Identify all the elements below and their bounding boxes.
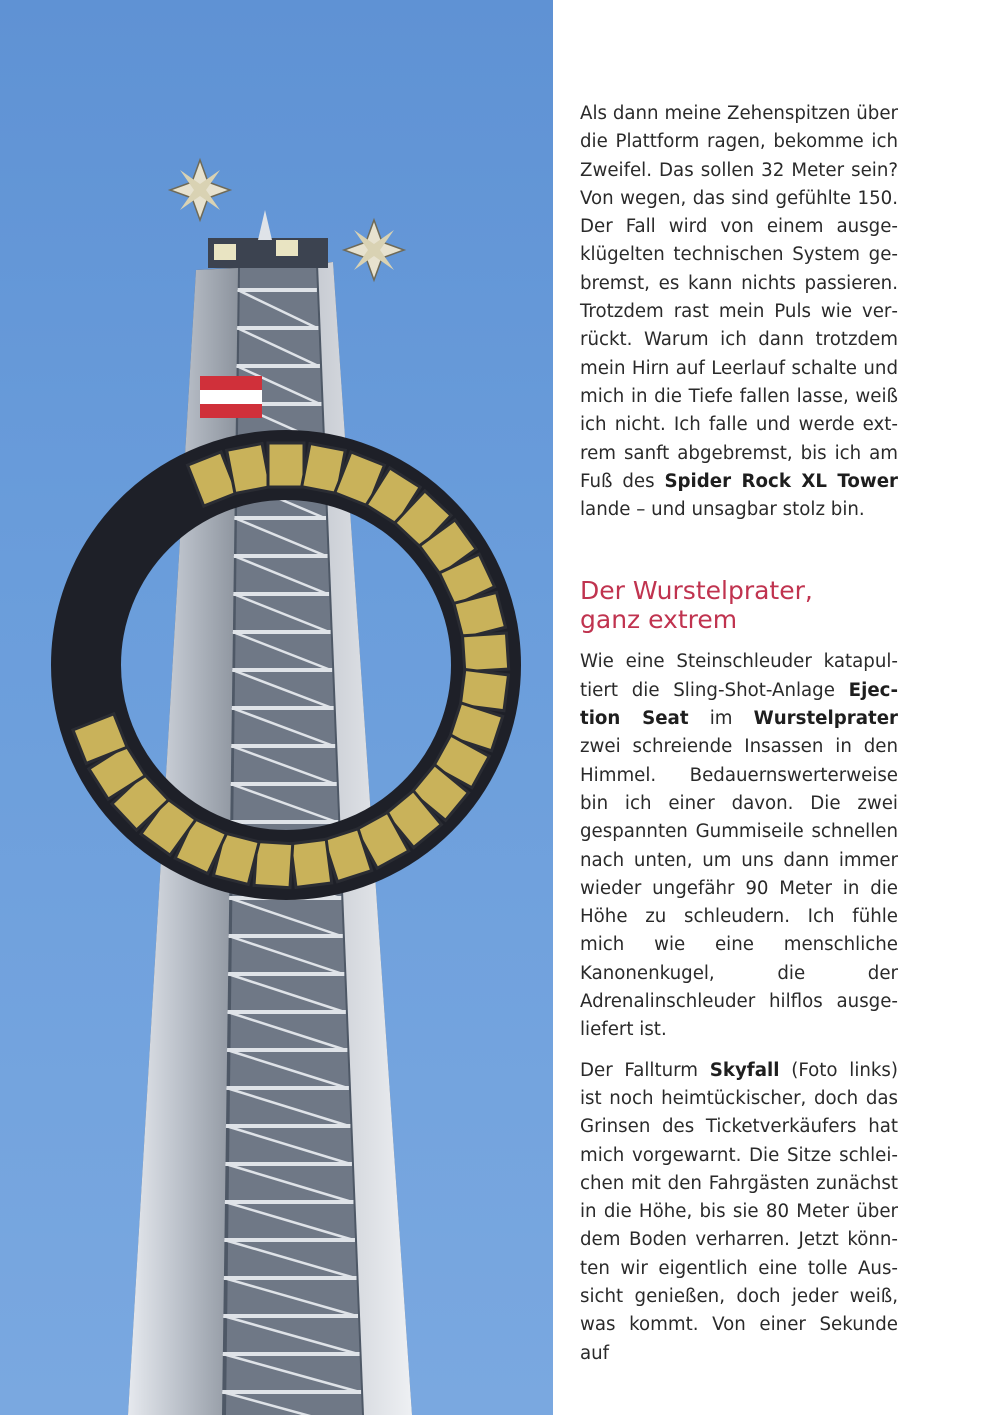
gondola-seat <box>254 842 293 888</box>
tower-top-lamp <box>276 240 298 256</box>
tower-top-lamp <box>214 244 236 260</box>
gondola-seat <box>290 839 331 887</box>
star-decoration-icon <box>170 160 230 220</box>
text-run: Wie eine Steinschleuder katapultiert die Sling-Shot-Anlage <box>580 651 898 701</box>
star-decoration-icon <box>344 220 404 280</box>
paragraph-skyfall <box>580 1057 898 1368</box>
bold-ride-name: Skyfall <box>709 1059 780 1081</box>
article-column <box>580 100 898 1368</box>
text-run: lande – und unsagbar stolz bin. <box>580 499 865 521</box>
text-run: zwei schreiende Insassen in den Himmel. Bedauernswerterweise bin ich einer davon. Die zwei gespannten Gummiseile schnellen nach unten, um uns dann immer wieder ungefähr 90 Meter in die Höhe zu schleudern. Ich fühle mich wie eine menschliche Kanonenkugel, die der Adrenalinschleuder hilflos ausgeliefert ist. <box>580 736 898 1041</box>
bold-place-name: Wurstelprater <box>753 708 898 730</box>
text-run: Der Fallturm <box>580 1059 710 1081</box>
section-heading <box>580 576 898 634</box>
paragraph-intro <box>580 100 898 524</box>
heading-line: ganz extrem <box>580 605 738 635</box>
text-run: im <box>688 708 754 730</box>
text-run: (Foto links) ist noch heimtückischer, doch das Grinsen des Ticketverkäufers hat mich vorgewarnt. Die Sitze schleichen mit den Fahrgästen zunächst in die Höhe, bis sie 80 Meter über dem Boden verharren. Jetzt könnten wir eigentlich eine tolle Aussicht genießen, doch jeder weiß, was kommt. Von einer Sekunde auf <box>580 1059 898 1364</box>
tower-spire <box>258 210 272 240</box>
austria-flag <box>200 376 262 390</box>
gondola-seat <box>463 633 509 672</box>
text-run: Als dann meine Zehenspitzen über die Plattform ragen, bekomme ich Zweifel. Das sollen 32 Meter sein? Von wegen, das sind gefühlte 150. Der Fall wird von einem ausgeklügelten technischen System gebremst, es kann nichts passieren. Trotzdem rast mein Puls wie verrückt. Warum ich dann trotzdem mein Hirn auf Leerlauf schalte und mich in die Tiefe fallen lasse, weiß ich nicht. Ich falle und werde extrem sanft abgebremst, bis ich am Fuß des <box>580 103 898 492</box>
paragraph-ejection-seat <box>580 648 898 1044</box>
gondola-seat <box>227 444 271 494</box>
heading-line: Der Wurstelprater, <box>580 576 813 606</box>
bold-ride-name: Ejection Seat <box>580 679 898 730</box>
gondola-seat <box>268 443 304 487</box>
bold-place-name: Spider Rock XL Tower <box>664 470 898 492</box>
